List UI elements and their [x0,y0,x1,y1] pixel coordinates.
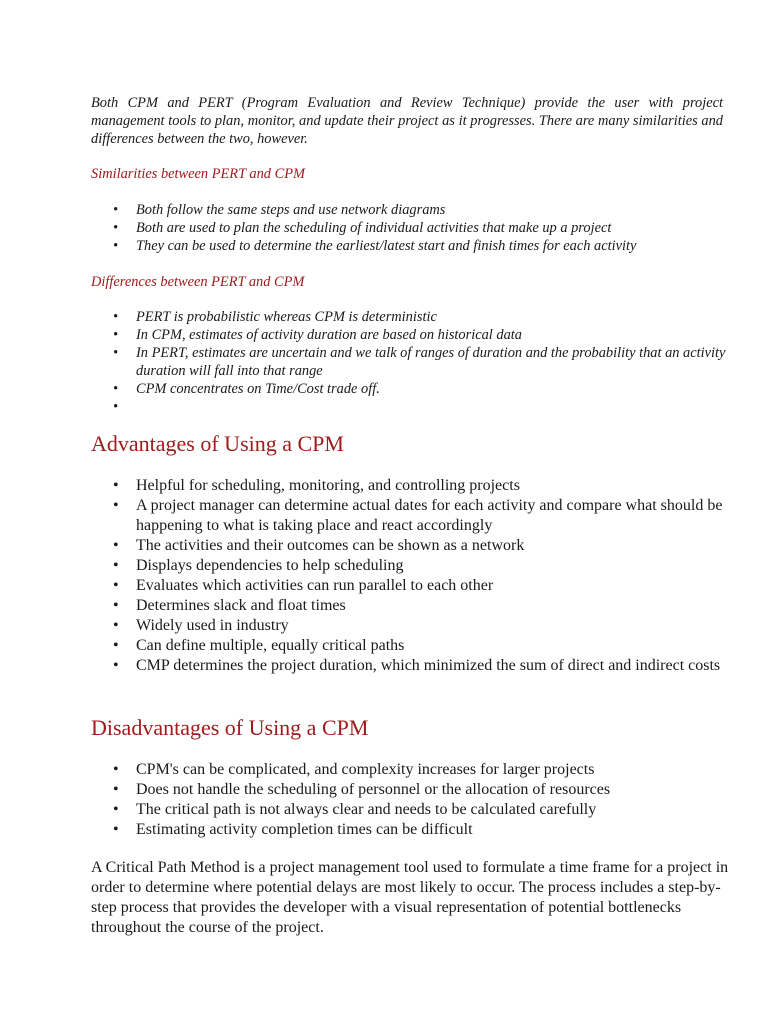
list-item: • Estimating activity completion times can be difficult [91,820,731,840]
list-item: • They can be used to determine the earliest/latest start and finish times for each activity [91,237,731,255]
list-item: • Can define multiple, equally critical paths [91,636,731,656]
list-item: • CPM's can be complicated, and complexity increases for larger projects [91,760,731,780]
list-item: • Helpful for scheduling, monitoring, and controlling projects [91,476,731,496]
list-item: • Evaluates which activities can run parallel to each other [91,576,731,596]
list-item [91,398,731,416]
list-item: • Both are used to plan the scheduling of individual activities that make up a project [91,219,731,237]
list-item: • CMP determines the project duration, which minimized the sum of direct and indirect costs [91,656,731,676]
list-item: • The critical path is not always clear and needs to be calculated carefully [91,800,731,820]
advantages-list [91,476,731,676]
list-item: • In CPM, estimates of activity duration are based on historical data [91,326,731,344]
list-item: • Both follow the same steps and use network diagrams [91,201,731,219]
list-item: • Displays dependencies to help scheduling [91,556,731,576]
similarities-heading: Similarities between PERT and CPM [91,166,305,182]
list-item: • Determines slack and float times [91,596,731,616]
list-item: • Widely used in industry [91,616,731,636]
disadvantages-list [91,760,731,840]
closing-paragraph: A Critical Path Method is a project management tool used to formulate a time frame for a project in order to determine where potential delays are most likely to occur. The process includes a step-by-step process that provides the developer with a visual representation of potential bottlenecks throughout the course of the project. [91,859,729,936]
list-item: • In PERT, estimates are uncertain and we talk of ranges of duration and the probability that an activity duration will fall into that range [91,344,731,380]
list-item: • CPM concentrates on Time/Cost trade off. [91,380,731,398]
list-item: • PERT is probabilistic whereas CPM is deterministic [91,308,731,326]
disadvantages-heading: Disadvantages of Using a CPM [91,715,369,740]
intro-paragraph: Both CPM and PERT (Program Evaluation and Review Technique) provide the user with project management tools to plan, monitor, and update their project as it progresses. There are many similarities and differences between the two, however. [91,95,723,147]
similarities-list [91,201,731,255]
differences-list [91,308,731,416]
list-item: • Does not handle the scheduling of personnel or the allocation of resources [91,780,731,800]
advantages-heading: Advantages of Using a CPM [91,431,344,456]
list-item: • A project manager can determine actual dates for each activity and compare what should be happening to what is taking place and react accordingly [91,496,731,536]
differences-heading: Differences between PERT and CPM [91,274,305,290]
list-item: • The activities and their outcomes can be shown as a network [91,536,731,556]
